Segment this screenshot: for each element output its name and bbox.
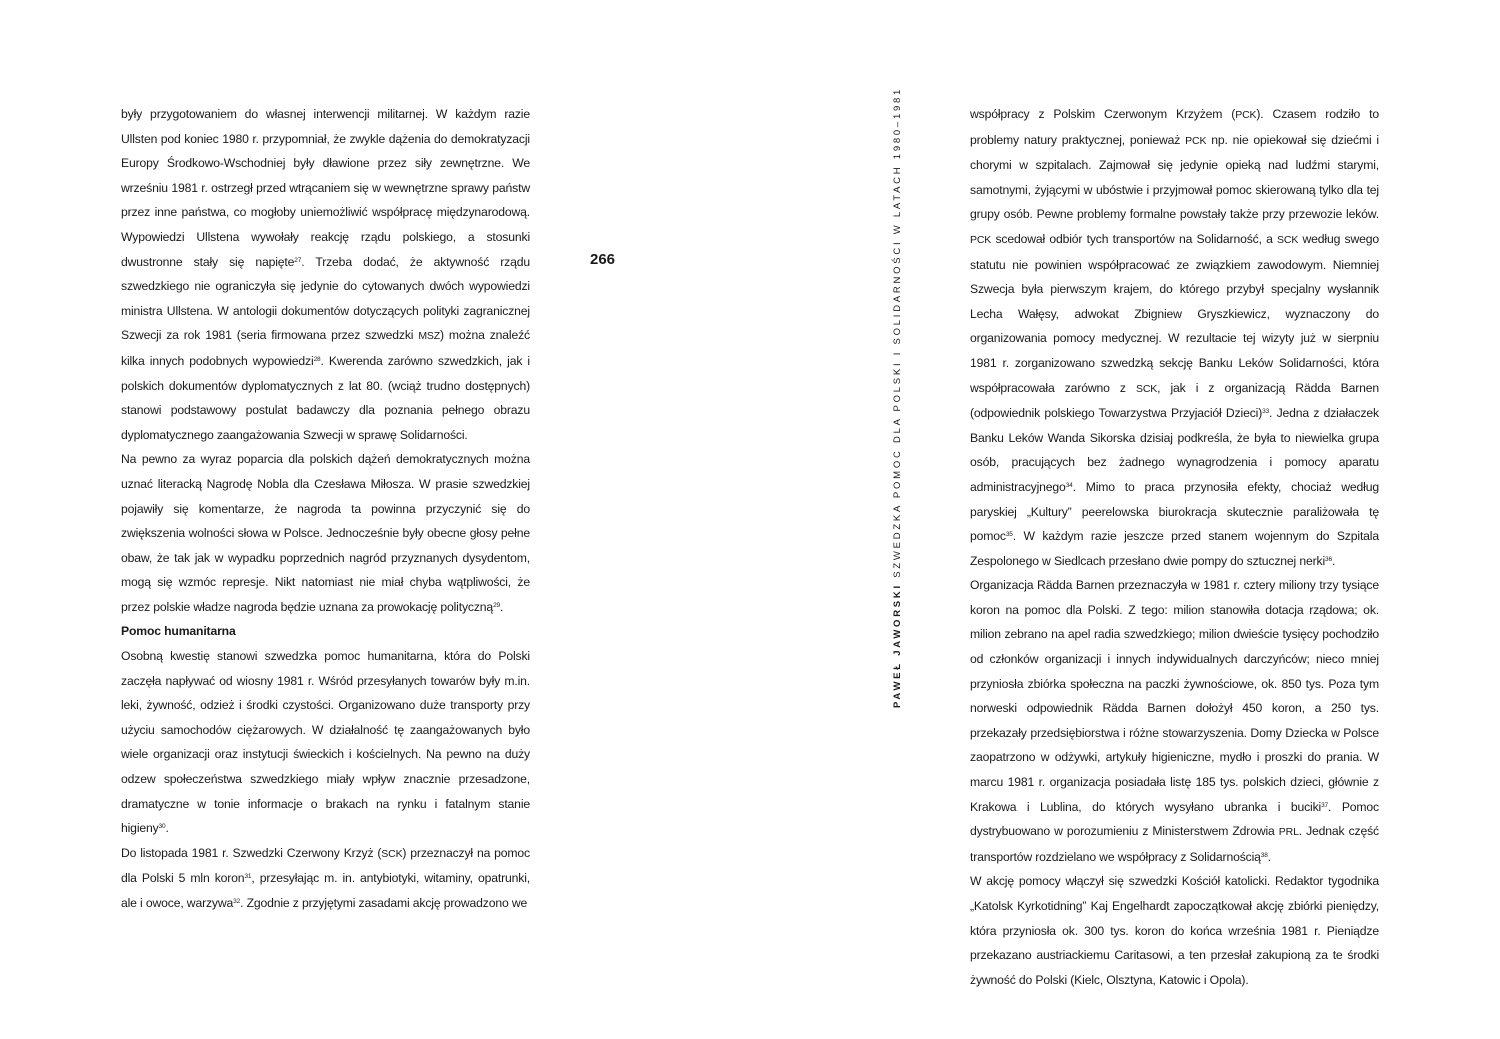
- footnote-ref[interactable]: 38: [1260, 851, 1268, 859]
- running-head-title: SZWEDZKA POMOC DLA POLSKI I SOLIDARNOŚCI W LATACH 1980–1981: [892, 86, 903, 578]
- left-text-column: [121, 102, 530, 916]
- running-head-author: PAWEŁ JAWORSKI: [892, 583, 903, 708]
- footnote-ref[interactable]: 31: [244, 873, 252, 881]
- footnote-ref[interactable]: 33: [1262, 408, 1270, 416]
- paragraph: były przygotowaniem do własnej interwencji militarnej. W każdym razie Ullsten pod koniec 1980 r. przypomniał, że zwykle dążenia do demokratyzacji Europy Środkowo-Wschodniej były dławione przez siły zewnętrzne. We wrześniu 1981 r. ostrzegł przed wtrącaniem się w wewnętrzne sprawy państw przez inne państwa, co mogłoby uniemożliwić współpracę międzynarodową. Wypowiedzi Ullstena wywołały reakcję rządu polskiego, a stosunki dwustronne stały się napięte$^{27}$. Trzeba dodać, że aktywność rządu szwedzkiego nie ograniczyła się jedynie do cytowanych dwóch wypowiedzi ministra Ullstena. W antologii dokumentów dotyczących polityki zagranicznej Szwecji za rok 1981 (seria firmowana przez szwedzki MSZ) można znaleźć kilka innych podobnych wypowiedzi$^{28}$. Kwerenda zarówno szwedzkich, jak i polskich dokumentów dyplomatycznych z lat 80. (wciąż trudno dostępnych) stanowi podstawowy postulat badawczy dla poznania pełnego obrazu dyplomatycznego zaangażowania Szwecji w sprawę Solidarności.: [121, 107, 531, 442]
- paragraph: współpracy z Polskim Czerwonym Krzyżem (PCK). Czasem rodziło to problemy natury praktycznej, ponieważ PCK np. nie opiekował się dziećmi i chorymi w szpitalach. Zajmował się jedynie opieką nad ludźmi starymi, samotnymi, żyjącymi w ubóstwie i przyjmował pomoc skierowaną tylko dla tej grupy osób. Pewne problemy formalne powstały także przy przewozie leków. PCK scedował odbiór tych transportów na Solidarność, a SCK według swego statutu nie powinien współpracować ze związkiem zawodowym. Niemniej Szwecja była pierwszym krajem, do którego przybył specjalny wysłannik Lecha Wałęsy, adwokat Zbigniew Gryszkiewicz, wyznaczony do organizowania pomocy medycznej. W rezultacie tej wizyty już w sierpniu 1981 r. zorganizowano szwedzką sekcję Banku Leków Solidarności, która współpracowała zarówno z SCK, jak i z organizacją Rädda Barnen (odpowiednik polskiego Towarzystwa Przyjaciół Dzieci)$^{33}$. Jedna z działaczek Banku Leków Wanda Sikorska dzisiaj podkreśla, że była to niewielka grupa osób, pracujących bez żadnego wynagrodzenia i pomocy aparatu administracyjnego$^{34}$. Mimo to praca przynosiła efekty, chociaż według paryskiej „Kultury” peerelowska biurokracja skutecznie paraliżowała tę pomoc$^{35}$. W każdym razie jeszcze przed stanem wojennym do Szpitala Zespolonego w Siedlcach przesłano dwie pompy do sztucznej nerki$^{36}$.: [970, 107, 1380, 568]
- paragraph: Na pewno za wyraz poparcia dla polskich dążeń demokratycznych można uznać literacką Nagrodę Nobla dla Czesława Miłosza. W prasie szwedzkiej pojawiły się komentarze, że nagroda ta powinna przyczynić się do zwiększenia wolności słowa w Polsce. Jednocześnie były obecne głosy pełne obaw, że tak jak w wypadku poprzednich nagród przyznanych dysydentom, mogą się wzmóc represje. Nikt natomiast nie miał chyba wątpliwości, że przez polskie władze nagroda będzie uznana za prowokację polityczną$^{29}$.: [121, 452, 530, 614]
- footnote-ref[interactable]: 34: [1065, 481, 1073, 489]
- footnote-ref[interactable]: 35: [1005, 531, 1013, 539]
- footnote-ref[interactable]: 36: [1325, 555, 1332, 563]
- right-text-column: [970, 102, 1379, 992]
- running-head: [892, 87, 903, 708]
- section-heading: Pomoc humanitarna: [121, 624, 236, 639]
- paragraph: W akcję pomocy włączył się szwedzki Kościół katolicki. Redaktor tygodnika „Katolsk Kyrkotidning” Kaj Engelhardt zapoczątkował akcję zbiórki pieniędzy, która przyniosła ok. 300 tys. koron do końca września 1981 r. Pieniądze przekazano austriackiemu Caritasowi, a ten przesłał zakupioną za te środki żywność do Polski (Kielc, Olsztyna, Katowic i Opola).: [970, 874, 1379, 987]
- footnote-ref[interactable]: 27: [294, 256, 302, 264]
- footnote-ref[interactable]: 28: [313, 355, 321, 363]
- footnote-ref[interactable]: 30: [158, 823, 166, 831]
- page-number: 266: [590, 251, 616, 268]
- footnote-ref[interactable]: 29: [493, 601, 500, 609]
- footnote-ref[interactable]: 37: [1321, 801, 1329, 809]
- paragraph: Do listopada 1981 r. Szwedzki Czerwony Krzyż (SCK) przeznaczył na pomoc dla Polski 5 mln koron$^{31}$, przesyłając m. in. antybiotyki, witaminy, opatrunki, ale i owoce, warzywa$^{32}$. Zgodnie z przyjętymi zasadami akcję prowadzono we: [121, 845, 530, 910]
- paragraph: Osobną kwestię stanowi szwedzka pomoc humanitarna, która do Polski zaczęła napływać od wiosny 1981 r. Wśród przesyłanych towarów były m.in. leki, żywność, odzież i środki czystości. Organizowano duże transporty przy użyciu samochodów ciężarowych. W działalność tę zaangażowanych było wiele organizacji oraz instytucji świeckich i kościelnych. Na pewno na duży odzew społeczeństwa szwedzkiego miały wpływ znacznie przesadzone, dramatyczne w tonie informacje o brakach na rynku i fatalnym stanie higieny$^{30}$.: [121, 649, 530, 836]
- footnote-ref[interactable]: 32: [233, 898, 241, 905]
- paragraph: Organizacja Rädda Barnen przeznaczyła w 1981 r. cztery miliony trzy tysiące koron na pomoc dla Polski. Z tego: milion stanowiła dotacja rządowa; ok. milion zebrano na apel radia szwedzkiego; milion dwieście tysięcy pochodziło od członków organizacji i innych indywidualnych darczyńców; nieco mniej przyniosła zbiórka społeczna na paczki żywnościowe, ok. 850 tys. Poza tym norweski odpowiednik Rädda Barnen dołożył 450 koron, a 250 tys. przekazały przedsiębiorstwa i różne stowarzyszenia. Domy Dziecka w Polsce zaopatrzono w odżywki, artykuły higieniczne, mydło i proszki do prania. W marcu 1981 r. organizacja posiadała listę 185 tys. polskich dzieci, głównie z Krakowa i Lublina, do których wysyłano ubranka i buciki$^{37}$. Pomoc dystrybuowano w porozumieniu z Ministerstwem Zdrowia PRL. Jednak część transportów rozdzielano we współpracy z Solidarnością$^{38}$.: [970, 578, 1380, 864]
